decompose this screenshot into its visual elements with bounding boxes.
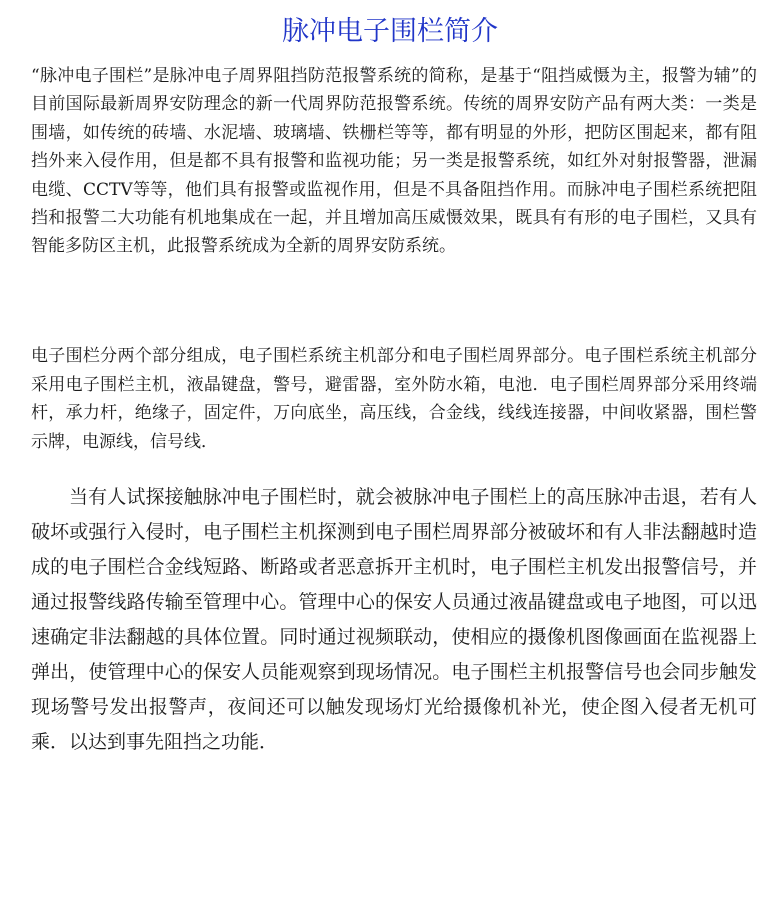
paragraph-operation: 当有人试探接触脉冲电子围栏时，就会被脉冲电子围栏上的高压脉冲击退，若有人破坏或强行入侵时，电子围栏主机探测到电子围栏周界部分被破坏和有人非法翻越时造成的电子围栏合金线短路、断路或者恶意拆开主机时，电子围栏主机发出报警信号，并通过报警线路传输至管理中心。管理中心的保安人员通过液晶键盘或电子地图，可以迅速确定非法翻越的具体位置。同时通过视频联动，使相应的摄像机图像画面在监视器上弹出，使管理中心的保安人员能观察到现场情况。电子围栏主机报警信号也会同步触发现场警号发出报警声，夜间还可以触发现场灯光给摄像机补光，使企图入侵者无机可乘．以达到事先阻挡之功能．: [31, 486, 757, 753]
paragraph-intro: “脉冲电子围栏”是脉冲电子周界阻挡防范报警系统的简称，是基于“阻挡威慑为主，报警为辅”的目前国际最新周界安防理念的新一代周界防范报警系统。传统的周界安防产品有两大类：一类是围墙，如传统的砖墙、水泥墙、玻璃墙、铁栅栏等等，都有明显的外形，把防区围起来，都有阻挡外来入侵作用，但是都不具有报警和监视功能；另一类是报警系统，如红外对射报警器，泄漏电缆、CCTV等等，他们具有报警或监视作用，但是不具备阻挡作用。而脉冲电子围栏系统把阻挡和报警二大功能有机地集成在一起，并且增加高压威慑效果，既具有有形的电子围栏，又具有智能多防区主机，此报警系统成为全新的周界安防系统。: [31, 66, 757, 257]
document-title: 脉冲电子围栏简介: [282, 16, 498, 47]
paragraph-components: 电子围栏分两个部分组成，电子围栏系统主机部分和电子围栏周界部分。电子围栏系统主机部分采用电子围栏主机，液晶键盘，警号，避雷器，室外防水箱，电池．电子围栏周界部分采用终端杆，承力杆，绝缘子，固定件，万向底坐，高压线，合金线，线线连接器，中间收紧器，围栏警示牌，电源线，信号线．: [31, 346, 757, 452]
